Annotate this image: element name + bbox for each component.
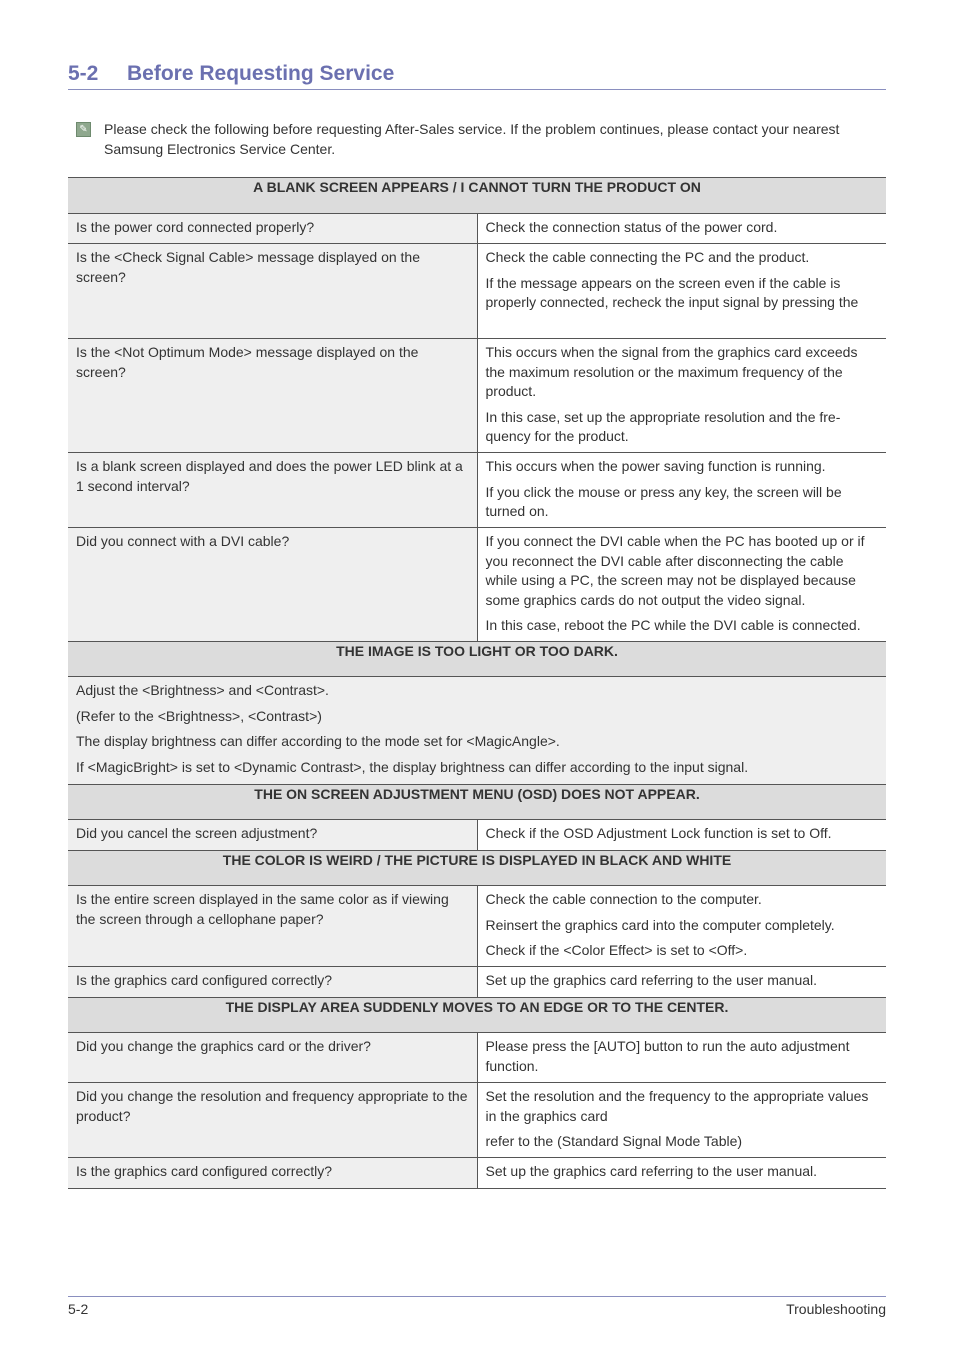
question-text: Did you connect with a DVI cable? xyxy=(76,533,290,549)
advice-text: If <MagicBright> is set to <Dynamic Contrast>, the display brightness can differ according to the input signal. xyxy=(76,758,749,775)
answer-text: In this case, set up the appropriate resolution and the fre-quency for the product. xyxy=(485,408,841,444)
answer-text: If you connect the DVI cable when the PC has booted up or if you reconnect the DVI cable after disconnecting the cable while using a PC, the screen may not be displayed because some graphics cards do not output the video signal. xyxy=(485,533,865,608)
answer-text: If the message appears on the screen even if the cable is properly connected, recheck the input signal by pressing the xyxy=(485,274,859,310)
answer-text: In this case, reboot the PC while the DVI cable is connected. xyxy=(485,617,861,633)
question-cell xyxy=(68,1033,477,1083)
question-cell xyxy=(68,453,477,528)
answer-cell xyxy=(477,820,886,851)
table-row xyxy=(68,886,886,967)
footer-chapter: Troubleshooting xyxy=(786,1301,886,1317)
table-row xyxy=(68,453,886,528)
answer-cell xyxy=(477,339,886,453)
note-pencil-icon: ✎ xyxy=(76,122,91,137)
question-text: Is the power cord connected properly? xyxy=(76,219,315,235)
question-text: Is the <Check Signal Cable> message displayed on the screen? xyxy=(76,249,420,285)
section-header: A BLANK SCREEN APPEARS / I CANNOT TURN THE PRODUCT ON xyxy=(68,178,886,214)
question-cell xyxy=(68,214,477,244)
section-number: 5-2 xyxy=(68,62,99,85)
advice-text: (Refer to the <Brightness>, <Contrast>) xyxy=(76,707,322,724)
question-text: Is the <Not Optimum Mode> message displayed on the screen? xyxy=(76,344,419,380)
table-row xyxy=(68,967,886,998)
advice-text: Adjust the <Brightness> and <Contrast>. xyxy=(76,682,329,698)
answer-cell xyxy=(477,1083,886,1158)
answer-cell xyxy=(477,1158,886,1189)
page-title-bar xyxy=(68,60,886,90)
question-cell xyxy=(68,244,477,339)
answer-text: Set up the graphics card referring to the user manual. xyxy=(485,972,818,988)
answer-text: This occurs when the power saving function is running. xyxy=(485,458,826,474)
question-text: Is a blank screen displayed and does the power LED blink at a 1 second interval? xyxy=(76,458,463,494)
table-row xyxy=(68,244,886,339)
question-cell xyxy=(68,339,477,453)
table-row xyxy=(68,339,886,453)
section-header: THE IMAGE IS TOO LIGHT OR TOO DARK. xyxy=(68,642,886,677)
answer-text: Set the resolution and the frequency to the appropriate values in the graphics card xyxy=(485,1088,869,1124)
question-text: Did you change the graphics card or the driver? xyxy=(76,1038,371,1054)
question-cell xyxy=(68,820,477,851)
troubleshooting-table xyxy=(68,177,886,1189)
answer-cell xyxy=(477,453,886,528)
answer-text: refer to the (Standard Signal Mode Table) xyxy=(485,1133,743,1149)
table-row xyxy=(68,677,886,785)
question-text: Is the graphics card configured correctly? xyxy=(76,972,333,988)
section-header: THE COLOR IS WEIRD / THE PICTURE IS DISPLAYED IN BLACK AND WHITE xyxy=(68,851,886,886)
answer-text: Check the connection status of the power cord. xyxy=(485,219,778,235)
question-cell xyxy=(68,1083,477,1158)
answer-text: Check if the <Color Effect> is set to <Off>. xyxy=(485,942,748,958)
answer-text: Reinsert the graphics card into the computer completely. xyxy=(485,916,835,933)
footer-divider xyxy=(68,1296,886,1297)
answer-text: Check if the OSD Adjustment Lock function is set to Off. xyxy=(485,825,832,841)
answer-text: Set up the graphics card referring to the user manual. xyxy=(485,1163,818,1179)
answer-cell xyxy=(477,528,886,642)
answer-text: If you click the mouse or press any key, the screen will be turned on. xyxy=(485,483,842,519)
answer-cell xyxy=(477,214,886,244)
intro-text: Please check the following before requesting After-Sales service. If the problem continues, please contact your nearest Samsung Electronics Service Center. xyxy=(104,121,840,157)
page-title: Before Requesting Service xyxy=(127,62,395,85)
answer-cell xyxy=(477,886,886,967)
question-text: Did you change the resolution and frequency appropriate to the product? xyxy=(76,1088,468,1124)
answer-text: Please press the [AUTO] button to run the auto adjustment function. xyxy=(485,1038,850,1074)
question-cell xyxy=(68,886,477,967)
table-row xyxy=(68,1158,886,1189)
question-cell xyxy=(68,1158,477,1189)
table-row xyxy=(68,528,886,642)
section-header: THE DISPLAY AREA SUDDENLY MOVES TO AN EDGE OR TO THE CENTER. xyxy=(68,998,886,1033)
answer-text: This occurs when the signal from the graphics card exceeds the maximum resolution or the maximum frequency of the product. xyxy=(485,344,858,399)
full-width-cell xyxy=(68,677,886,785)
question-cell xyxy=(68,528,477,642)
table-row xyxy=(68,1083,886,1158)
answer-cell xyxy=(477,244,886,339)
table-row xyxy=(68,820,886,851)
answer-text: Check the cable connection to the computer. xyxy=(485,891,762,907)
section-header: THE ON SCREEN ADJUSTMENT MENU (OSD) DOES NOT APPEAR. xyxy=(68,785,886,820)
question-text: Is the graphics card configured correctly? xyxy=(76,1163,333,1179)
answer-cell xyxy=(477,1033,886,1083)
question-text: Did you cancel the screen adjustment? xyxy=(76,825,318,841)
answer-text: Check the cable connecting the PC and the product. xyxy=(485,249,810,265)
advice-text: The display brightness can differ according to the mode set for <MagicAngle>. xyxy=(76,733,560,749)
table-row xyxy=(68,1033,886,1083)
answer-cell xyxy=(477,967,886,998)
question-text: Is the entire screen displayed in the same color as if viewing the screen through a cellophane paper? xyxy=(76,891,449,927)
question-cell xyxy=(68,967,477,998)
table-row xyxy=(68,214,886,244)
footer-page-number: 5-2 xyxy=(68,1301,89,1317)
